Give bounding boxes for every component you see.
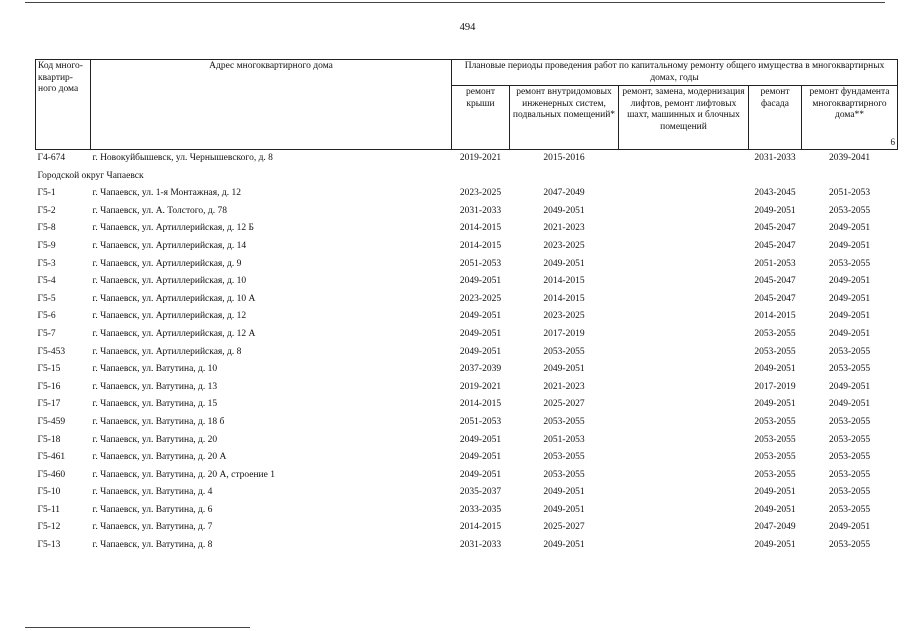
cell-found: 2053-2055 <box>828 258 871 269</box>
table-row <box>36 185 898 203</box>
cell-facade: 2043-2045 <box>754 188 796 199</box>
cell-code: Г5-461 <box>37 452 66 463</box>
cell-address: г. Чапаевск, ул. Артиллерийская, д. 12 <box>92 311 247 322</box>
cell-facade: 2045-2047 <box>754 223 796 234</box>
cell-address: г. Чапаевск, ул. Ватутина, д. 20 А, строение 1 <box>92 469 275 480</box>
cell-facade: 2017-2019 <box>754 381 796 392</box>
cell-address: г. Чапаевск, ул. Артиллерийская, д. 10 <box>92 276 247 287</box>
cell-eng: 2025-2027 <box>543 522 585 533</box>
table-row <box>36 220 898 238</box>
table-row <box>36 238 898 256</box>
group-title: Городской округ Чапаевск <box>37 170 144 181</box>
cell-found: 2051-2053 <box>828 188 871 199</box>
cell-roof: 2049-2051 <box>459 469 502 480</box>
cell-address: г. Чапаевск, ул. Артиллерийская, д. 12 А <box>92 328 256 339</box>
cell-roof: 2023-2025 <box>459 188 502 199</box>
cell-roof: 2023-2025 <box>459 293 502 304</box>
cell-code: Г5-2 <box>37 205 56 216</box>
cell-eng: 2049-2051 <box>543 540 585 551</box>
cell-lift <box>619 484 749 502</box>
cell-code: Г5-453 <box>37 346 66 357</box>
top-rule <box>25 2 885 3</box>
cell-found: 2053-2055 <box>828 434 871 445</box>
cell-facade: 2045-2047 <box>754 276 796 287</box>
cell-address: г. Чапаевск, ул. Артиллерийская, д. 10 А <box>92 293 256 304</box>
cell-found: 2053-2055 <box>828 540 871 551</box>
cell-lift <box>619 203 749 221</box>
cell-address: г. Чапаевск, ул. Ватутина, д. 7 <box>92 522 213 533</box>
cell-roof: 2019-2021 <box>459 381 502 392</box>
table-row <box>36 396 898 414</box>
cell-code: Г5-17 <box>37 399 61 410</box>
cell-eng: 2049-2051 <box>543 504 585 515</box>
cell-eng: 2023-2025 <box>543 240 585 251</box>
table-row <box>36 519 898 537</box>
cell-code: Г5-1 <box>37 188 56 199</box>
cell-eng: 2015-2016 <box>510 150 619 168</box>
cell-lift <box>619 273 749 291</box>
cell-lift <box>619 537 749 555</box>
cell-address: г. Чапаевск, ул. Ватутина, д. 15 <box>92 399 218 410</box>
cell-roof: 2031-2033 <box>459 540 502 551</box>
cell-facade: 2045-2047 <box>754 240 796 251</box>
cell-lift <box>619 220 749 238</box>
cell-code: Г5-6 <box>37 311 56 322</box>
cell-found: 2049-2051 <box>828 293 871 304</box>
cell-eng: 2049-2051 <box>543 258 585 269</box>
table-row <box>36 256 898 274</box>
bottom-rule <box>25 627 250 628</box>
cell-found: 2049-2051 <box>828 328 871 339</box>
cell-found: 2049-2051 <box>828 311 871 322</box>
cell-lift <box>619 291 749 309</box>
cell-eng: 2049-2051 <box>543 364 585 375</box>
group-row <box>36 168 898 186</box>
cell-roof: 2014-2015 <box>459 240 502 251</box>
cell-lift <box>619 308 749 326</box>
cell-found: 2039-2041 <box>802 150 898 168</box>
cell-eng: 2051-2053 <box>543 434 585 445</box>
cell-found: 2053-2055 <box>828 504 871 515</box>
cell-code: Г5-7 <box>37 328 56 339</box>
header-facade: ремонт фасада <box>749 86 802 150</box>
cell-found: 2053-2055 <box>828 469 871 480</box>
cell-lift <box>619 502 749 520</box>
cell-eng: 2053-2055 <box>543 416 585 427</box>
repair-schedule-table <box>35 59 898 555</box>
cell-code: Г5-18 <box>37 434 61 445</box>
table-row <box>36 150 898 168</box>
header-foundation-mark: 6 <box>890 136 896 147</box>
cell-lift <box>619 467 749 485</box>
cell-code: Г5-9 <box>37 240 56 251</box>
cell-address: г. Чапаевск, ул. Ватутина, д. 4 <box>92 487 213 498</box>
cell-facade: 2049-2051 <box>754 504 796 515</box>
cell-found: 2053-2055 <box>828 205 871 216</box>
cell-eng: 2021-2023 <box>543 381 585 392</box>
cell-code: Г5-8 <box>37 223 56 234</box>
cell-eng: 2014-2015 <box>543 276 585 287</box>
cell-roof: 2037-2039 <box>459 364 502 375</box>
cell-lift <box>619 414 749 432</box>
header-roof: ремонт крыши <box>452 86 510 150</box>
cell-lift <box>619 150 749 168</box>
table-row <box>36 308 898 326</box>
cell-lift <box>619 379 749 397</box>
table-row <box>36 449 898 467</box>
page-number: 494 <box>459 22 476 33</box>
cell-found: 2049-2051 <box>828 381 871 392</box>
cell-lift <box>619 396 749 414</box>
cell-facade: 2014-2015 <box>754 311 796 322</box>
cell-found: 2049-2051 <box>828 522 871 533</box>
cell-lift <box>619 344 749 362</box>
cell-facade: 2047-2049 <box>754 522 796 533</box>
cell-address: г. Чапаевск, ул. Ватутина, д. 20 А <box>92 452 227 463</box>
cell-facade: 2053-2055 <box>754 452 796 463</box>
cell-eng: 2023-2025 <box>543 311 585 322</box>
cell-address: г. Чапаевск, ул. Артиллерийская, д. 9 <box>92 258 242 269</box>
cell-code: Г5-10 <box>37 487 61 498</box>
cell-address: г. Чапаевск, ул. Артиллерийская, д. 14 <box>92 240 247 251</box>
cell-facade: 2051-2053 <box>754 258 796 269</box>
cell-lift <box>619 185 749 203</box>
cell-facade: 2053-2055 <box>754 434 796 445</box>
table-row <box>36 291 898 309</box>
cell-address: г. Чапаевск, ул. Ватутина, д. 6 <box>92 504 213 515</box>
header-periods: Плановые периоды проведения работ по капитальному ремонту общего имущества в многоквартирных домах, годы <box>452 60 898 86</box>
cell-roof: 2049-2051 <box>459 276 502 287</box>
table-row <box>36 502 898 520</box>
cell-eng: 2017-2019 <box>543 328 585 339</box>
cell-roof: 2035-2037 <box>459 487 502 498</box>
cell-eng: 2053-2055 <box>543 452 585 463</box>
table-row <box>36 379 898 397</box>
cell-facade: 2049-2051 <box>754 540 796 551</box>
cell-roof: 2031-2033 <box>459 205 502 216</box>
cell-code: Г5-15 <box>37 364 61 375</box>
cell-facade: 2053-2055 <box>754 328 796 339</box>
cell-code: Г5-5 <box>37 293 56 304</box>
cell-address: г. Чапаевск, ул. Ватутина, д. 8 <box>92 540 213 551</box>
table-row <box>36 273 898 291</box>
cell-roof: 2051-2053 <box>459 416 502 427</box>
cell-found: 2053-2055 <box>828 487 871 498</box>
cell-roof: 2014-2015 <box>459 522 502 533</box>
cell-found: 2049-2051 <box>828 276 871 287</box>
cell-facade: 2053-2055 <box>754 346 796 357</box>
cell-roof: 2049-2051 <box>459 311 502 322</box>
table-row <box>36 432 898 450</box>
table-row <box>36 326 898 344</box>
cell-eng: 2049-2051 <box>543 487 585 498</box>
cell-lift <box>619 326 749 344</box>
cell-found: 2049-2051 <box>828 240 871 251</box>
cell-found: 2053-2055 <box>828 346 871 357</box>
cell-code: Г5-16 <box>37 381 61 392</box>
cell-roof: 2049-2051 <box>459 434 502 445</box>
table-row <box>36 414 898 432</box>
header-foundation-label: ремонт фундамента многоквартирного дома** <box>809 87 890 120</box>
cell-roof: 2014-2015 <box>459 223 502 234</box>
cell-eng: 2053-2055 <box>543 469 585 480</box>
cell-facade: 2049-2051 <box>754 364 796 375</box>
cell-address: г. Чапаевск, ул. Ватутина, д. 20 <box>92 434 218 445</box>
cell-code: Г5-459 <box>37 416 66 427</box>
cell-facade: 2053-2055 <box>754 416 796 427</box>
cell-code: Г5-12 <box>37 522 61 533</box>
cell-found: 2053-2055 <box>828 364 871 375</box>
cell-code: Г5-11 <box>37 504 61 515</box>
table-body <box>36 150 898 555</box>
cell-roof: 2049-2051 <box>459 328 502 339</box>
cell-eng: 2014-2015 <box>543 293 585 304</box>
table-row <box>36 467 898 485</box>
cell-found: 2053-2055 <box>828 452 871 463</box>
cell-code: Г5-460 <box>37 469 66 480</box>
cell-code: Г5-13 <box>37 540 61 551</box>
cell-address: г. Чапаевск, ул. Ватутина, д. 10 <box>92 364 218 375</box>
cell-roof: 2049-2051 <box>459 452 502 463</box>
cell-found: 2049-2051 <box>828 223 871 234</box>
table-row <box>36 484 898 502</box>
cell-lift <box>619 519 749 537</box>
table-row <box>36 361 898 379</box>
cell-address: г. Новокуйбышевск, ул. Чернышевского, д. 8 <box>91 150 452 168</box>
cell-roof: 2051-2053 <box>459 258 502 269</box>
cell-roof: 2033-2035 <box>459 504 502 515</box>
cell-facade: 2031-2033 <box>749 150 802 168</box>
cell-lift <box>619 238 749 256</box>
cell-eng: 2047-2049 <box>543 188 585 199</box>
cell-lift <box>619 449 749 467</box>
cell-eng: 2025-2027 <box>543 399 585 410</box>
header-address: Адрес многоквартирного дома <box>91 60 452 150</box>
table-row <box>36 537 898 555</box>
cell-facade: 2045-2047 <box>754 293 796 304</box>
table-row <box>36 344 898 362</box>
header-engineering: ремонт внутридомовых инженерных систем, подвальных помещений* <box>510 86 619 150</box>
cell-eng: 2049-2051 <box>543 205 585 216</box>
cell-address: г. Чапаевск, ул. Ватутина, д. 13 <box>92 381 218 392</box>
header-code: Код много-квартир-ного дома <box>36 60 91 150</box>
cell-lift <box>619 256 749 274</box>
cell-lift <box>619 432 749 450</box>
cell-eng: 2021-2023 <box>543 223 585 234</box>
cell-address: г. Чапаевск, ул. Ватутина, д. 18 б <box>92 416 225 427</box>
cell-found: 2053-2055 <box>828 416 871 427</box>
cell-code: Г5-3 <box>37 258 56 269</box>
cell-roof: 2014-2015 <box>459 399 502 410</box>
cell-facade: 2053-2055 <box>754 469 796 480</box>
cell-facade: 2049-2051 <box>754 205 796 216</box>
cell-eng: 2053-2055 <box>543 346 585 357</box>
cell-code: Г5-4 <box>37 276 56 287</box>
cell-address: г. Чапаевск, ул. 1-я Монтажная, д. 12 <box>92 188 241 199</box>
cell-facade: 2049-2051 <box>754 399 796 410</box>
cell-roof: 2049-2051 <box>459 346 502 357</box>
header-foundation <box>802 86 898 150</box>
cell-lift <box>619 361 749 379</box>
cell-address: г. Чапаевск, ул. Артиллерийская, д. 12 Б <box>92 223 254 234</box>
cell-address: г. Чапаевск, ул. Артиллерийская, д. 8 <box>92 346 242 357</box>
cell-found: 2049-2051 <box>828 399 871 410</box>
cell-facade: 2049-2051 <box>754 487 796 498</box>
cell-roof: 2019-2021 <box>452 150 510 168</box>
header-elevators: ремонт, замена, модернизация лифтов, ремонт лифтовых шахт, машинных и блочных помещений <box>619 86 749 150</box>
cell-address: г. Чапаевск, ул. А. Толстого, д. 78 <box>92 205 227 216</box>
table-row <box>36 203 898 221</box>
cell-code: Г4-674 <box>36 150 91 168</box>
